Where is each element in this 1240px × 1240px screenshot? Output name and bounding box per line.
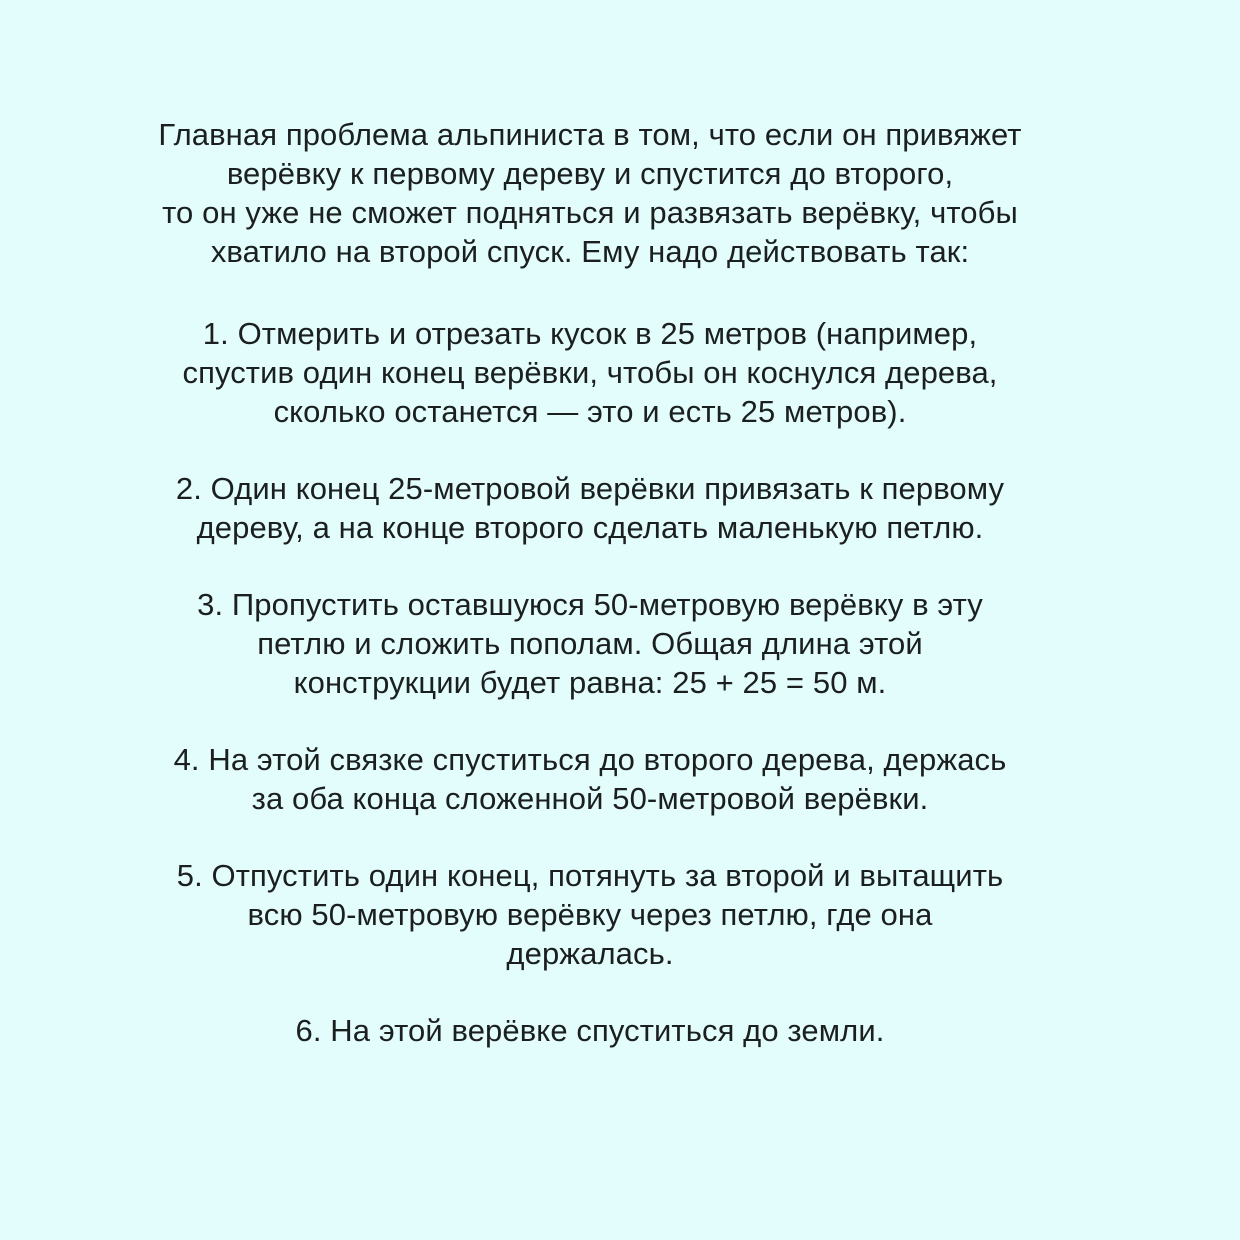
step-line: 3. Пропустить оставшуюся 50-метровую верёвку в эту xyxy=(197,587,983,622)
step-line: 2. Один конец 25-метровой верёвки привязать к первому xyxy=(175,471,1005,506)
intro-line: Главная проблема альпиниста в том, что если он привяжет xyxy=(158,117,1022,152)
step-line: конструкции будет равна: 25 + 25 = 50 м. xyxy=(293,665,887,700)
intro-line: то он уже не сможет подняться и развязать верёвку, чтобы xyxy=(162,195,1018,230)
step-line: всю 50-метровую верёвку через петлю, где она xyxy=(247,897,933,932)
step-line: 1. Отмерить и отрезать кусок в 25 метров (например, xyxy=(202,316,978,351)
step-1 xyxy=(95,314,1085,431)
step-line: 6. На этой верёвке спуститься до земли. xyxy=(295,1013,885,1048)
step-line: держалась. xyxy=(506,936,674,971)
step-line: за оба конца сложенной 50-метровой верёвки. xyxy=(251,781,929,816)
step-line: спустив один конец верёвки, чтобы он коснулся дерева, xyxy=(182,355,998,390)
step-line: дереву, а на конце второго сделать маленькую петлю. xyxy=(196,510,984,545)
steps-list xyxy=(95,314,1085,1050)
intro-paragraph xyxy=(95,115,1085,271)
intro-line: верёвку к первому дереву и спустится до второго, xyxy=(226,156,954,191)
step-line: петлю и сложить пополам. Общая длина этой xyxy=(257,626,923,661)
step-3 xyxy=(95,585,1085,702)
step-line: 5. Отпустить один конец, потянуть за второй и вытащить xyxy=(176,858,1004,893)
step-line: сколько останется — это и есть 25 метров). xyxy=(273,394,907,429)
intro-line: хватило на второй спуск. Ему надо действовать так: xyxy=(210,234,970,269)
step-5 xyxy=(95,856,1085,973)
step-2 xyxy=(95,469,1085,547)
step-4 xyxy=(95,740,1085,818)
step-line: 4. На этой связке спуститься до второго дерева, держась xyxy=(173,742,1007,777)
card-content xyxy=(95,115,1085,1050)
step-6 xyxy=(95,1011,1085,1050)
